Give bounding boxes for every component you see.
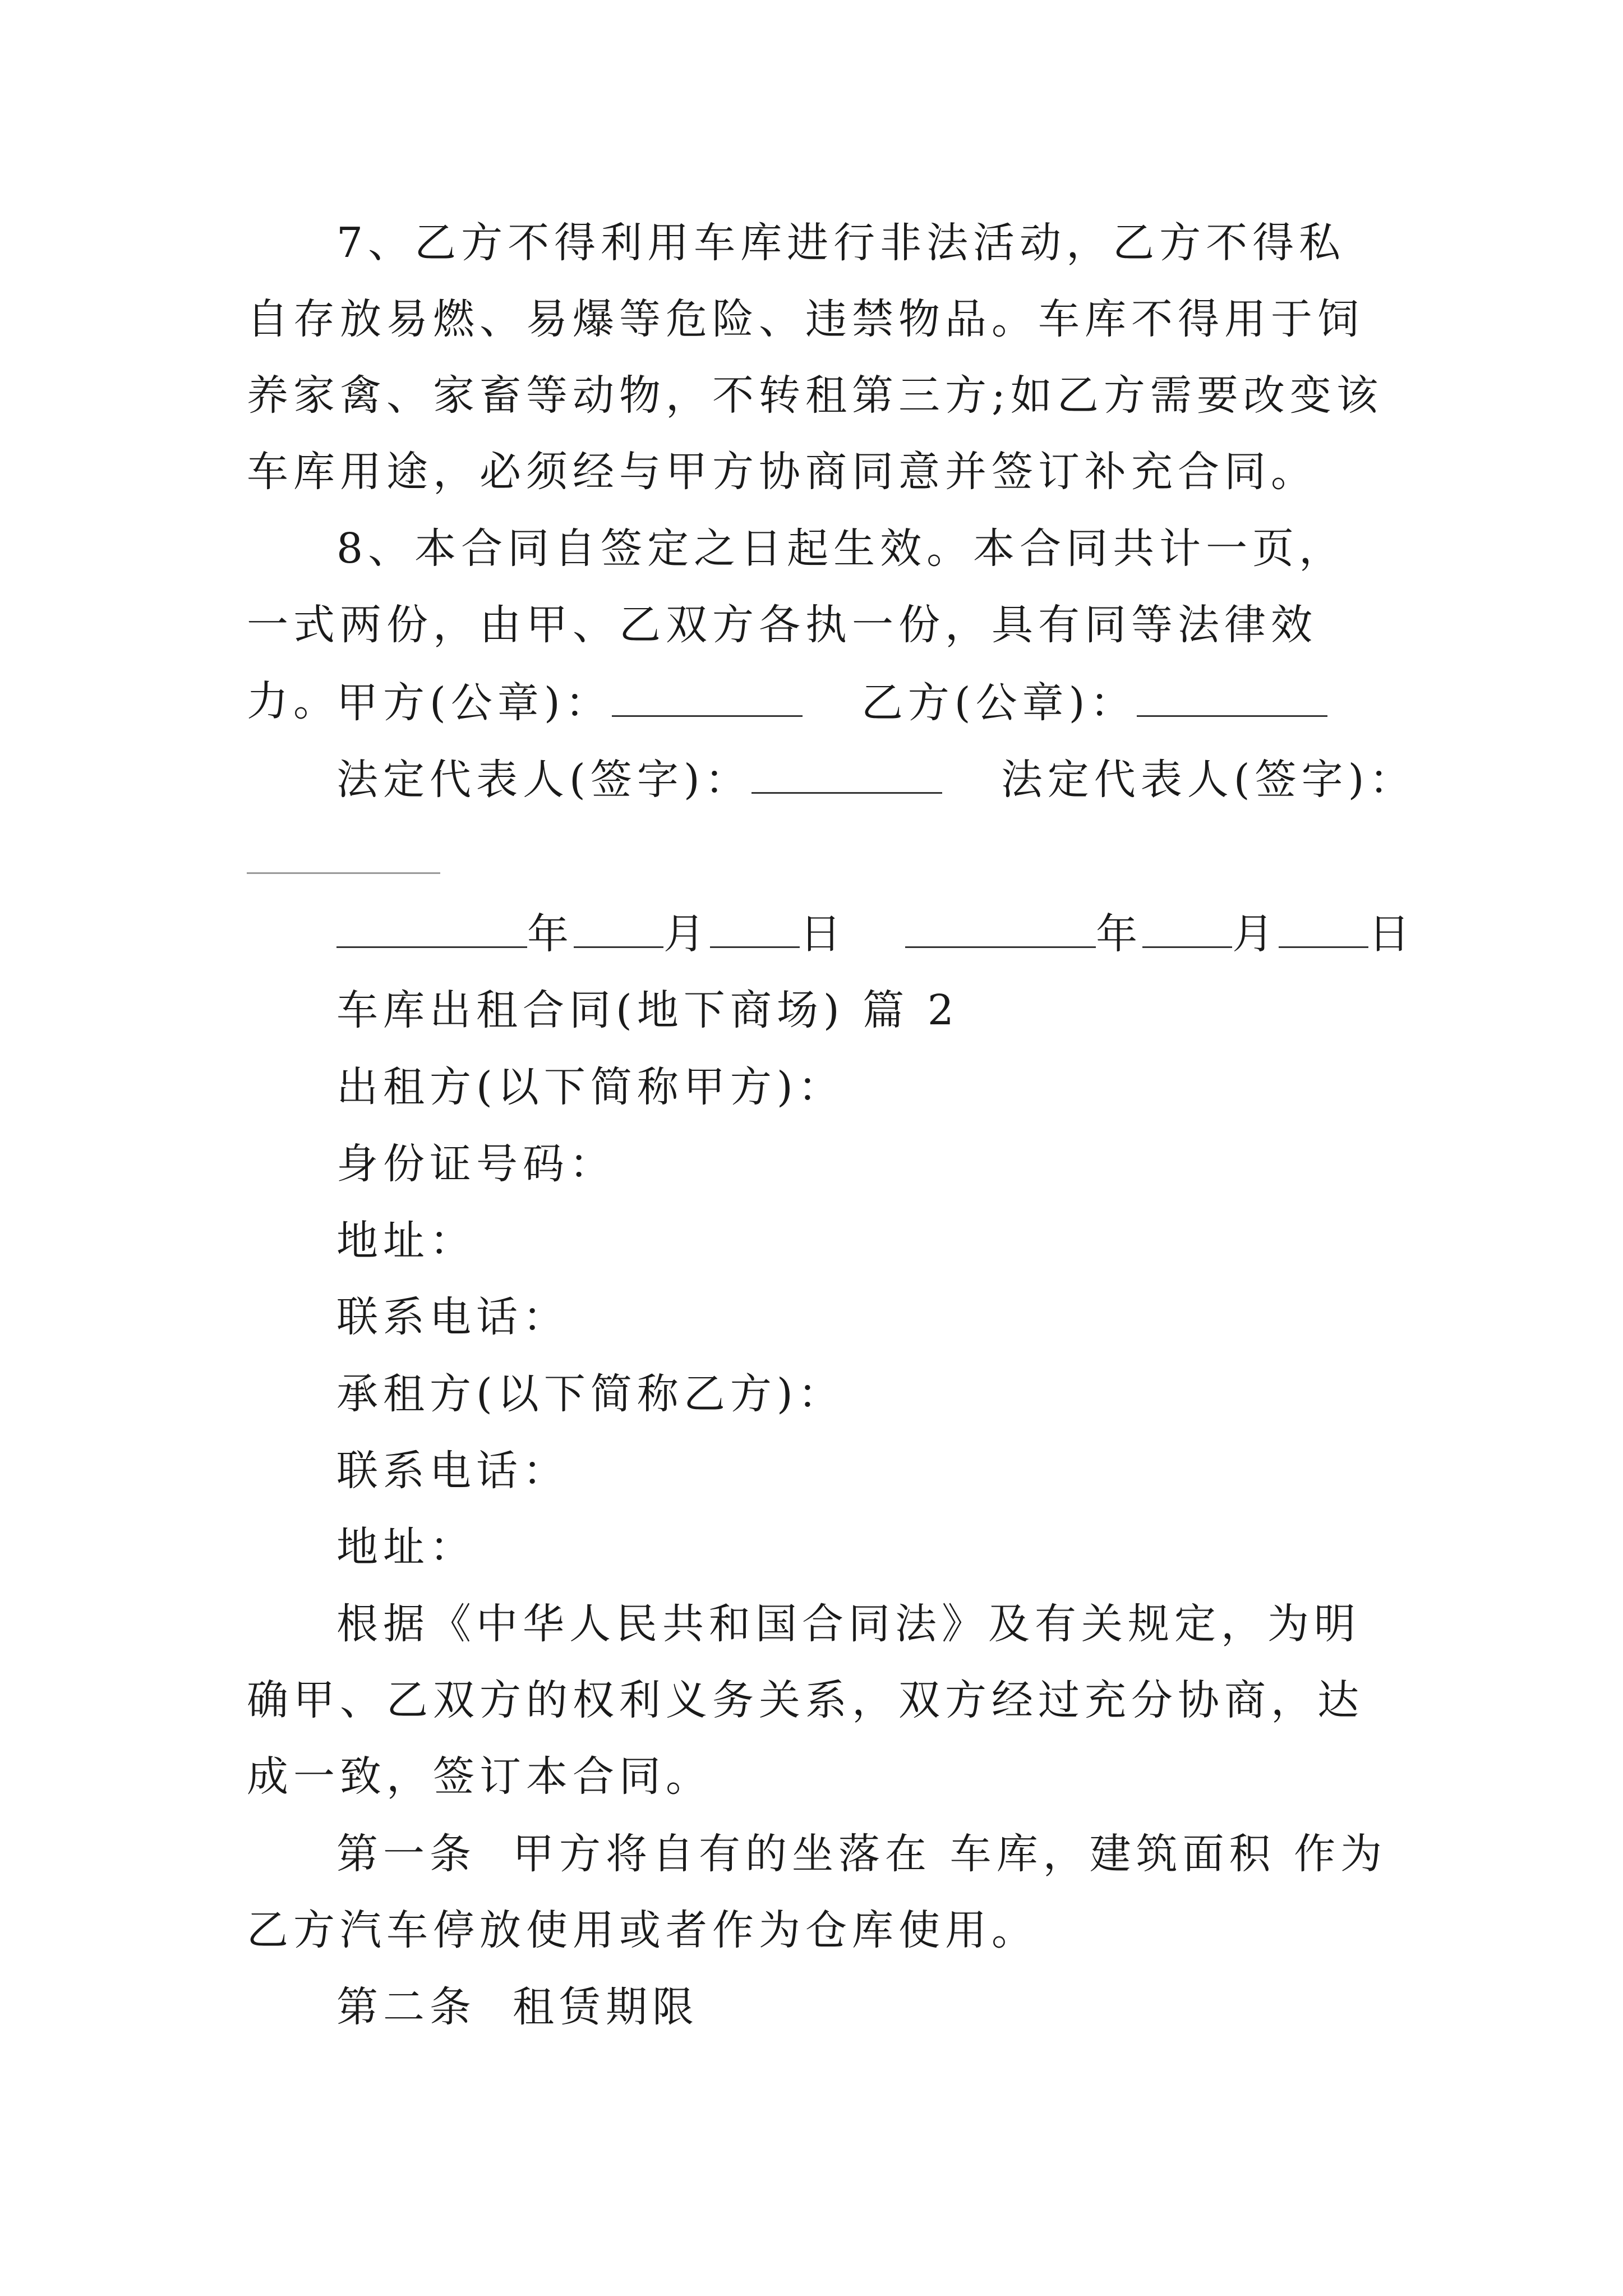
party-b-seal-label: 乙方(公章)： (861, 679, 1137, 727)
lessee-address-line: 地址： (336, 1523, 476, 1571)
article-2-heading: 第二条 租赁期限 (336, 1983, 699, 2031)
party-a-seal-blank (612, 680, 803, 717)
lessor-line: 出租方(以下简称甲方)： (336, 1063, 845, 1111)
legal-rep-line (336, 742, 1416, 818)
section-2-title: 车库出租合同(地下商场) 篇 2 (336, 986, 959, 1034)
date-b-day-label: 日 (1368, 910, 1415, 958)
seal-line (336, 665, 1327, 741)
date-a-year-label: 年 (527, 910, 574, 958)
lessee-phone-line: 联系电话： (336, 1447, 569, 1495)
clause-8: 8、本合同自签定之日起生效。本合同共计一页，一式两份，由甲、乙双方各执一份，具有同等法律效力。 (247, 524, 1346, 725)
clause-7: 7、乙方不得利用车库进行非法活动，乙方不得私自存放易燃、易爆等危险、违禁物品。车库不得用于饲养家禽、家畜等动物，不转租第三方;如乙方需要改变该车库用途，必须经与甲方协商同意并签订补充合同。 (247, 219, 1383, 496)
date-b-year-label: 年 (1096, 910, 1143, 958)
date-line (336, 896, 1415, 972)
date-b-month-blank (1142, 912, 1232, 948)
date-a-month-label: 月 (663, 910, 710, 958)
date-b-year-blank (905, 912, 1096, 948)
date-a-day-blank (710, 912, 800, 948)
contract-basis-paragraph: 根据《中华人民共和国合同法》及有关规定，为明确甲、乙双方的权利义务关系，双方经过充分协商，达成一致，签订本合同。 (247, 1600, 1364, 1801)
date-b-month-label: 月 (1232, 910, 1279, 958)
legal-rep-b-blank (247, 872, 440, 874)
date-a-day-label: 日 (800, 910, 846, 958)
legal-rep-a-blank (751, 757, 942, 794)
date-a-year-blank (336, 912, 527, 948)
date-b-day-blank (1279, 912, 1368, 948)
lessor-phone-line: 联系电话： (336, 1293, 569, 1341)
lessee-line: 承租方(以下简称乙方)： (336, 1370, 845, 1418)
legal-rep-a-label: 法定代表人(签字)： (336, 756, 751, 804)
date-a-month-blank (574, 912, 663, 948)
party-b-seal-blank (1137, 680, 1327, 717)
legal-rep-b-label: 法定代表人(签字)： (1000, 756, 1416, 804)
party-a-seal-label: 甲方(公章)： (336, 679, 612, 727)
lessor-address-line: 地址： (336, 1217, 476, 1265)
article-1-paragraph: 第一条 甲方将自有的坐落在 车库，建筑面积 作为乙方汽车停放使用或者作为仓库使用。 (247, 1830, 1387, 1954)
id-number-line: 身份证号码： (336, 1140, 616, 1188)
